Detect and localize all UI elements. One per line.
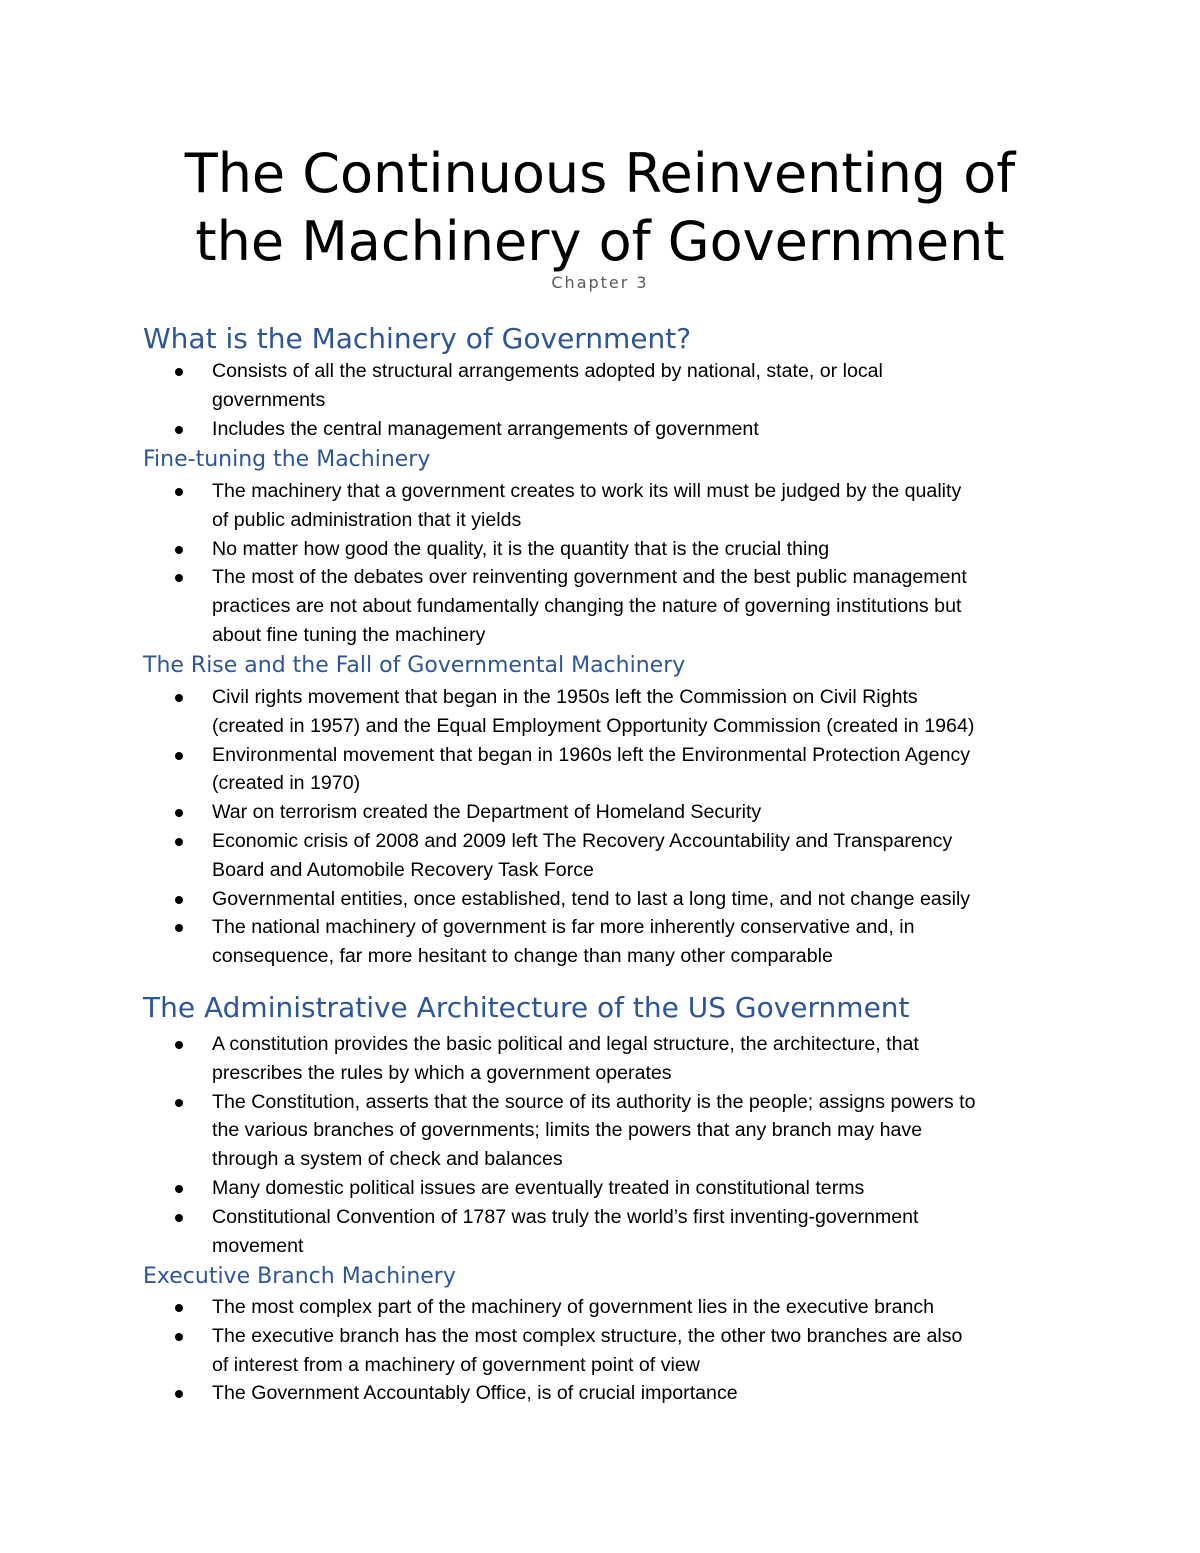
list-item-line: consequence, far more hesitant to change than many other comparable xyxy=(212,945,833,968)
bullet-icon xyxy=(175,924,183,932)
list-item xyxy=(143,535,1073,564)
section-heading-machinery-of-government: What is the Machinery of Government? xyxy=(143,322,692,355)
list-item-line: No matter how good the quality, it is the quantity that is the crucial thing xyxy=(212,537,830,560)
list-item-line: of public administration that it yields xyxy=(212,508,522,531)
list-item-line: Board and Automobile Recovery Task Force xyxy=(212,858,594,881)
section-heading-fine-tuning: Fine-tuning the Machinery xyxy=(143,447,431,472)
bullet-list xyxy=(143,683,1073,971)
list-item-line: The executive branch has the most complex structure, the other two branches are also xyxy=(212,1324,963,1347)
bullet-icon xyxy=(175,368,183,376)
list-item-line: A constitution provides the basic political and legal structure, the architecture, that xyxy=(212,1033,919,1055)
section-heading-administrative-architecture: The Administrative Architecture of the US Government xyxy=(143,991,910,1024)
list-item-line: of interest from a machinery of government point of view xyxy=(212,1353,700,1376)
list-item-line: movement xyxy=(212,1234,304,1257)
list-item-line: Civil rights movement that began in the 1950s left the Commission on Civil Rights xyxy=(212,686,918,708)
list-item-line: The machinery that a government creates to work its will must be judged by the quality xyxy=(212,480,962,502)
bullet-icon xyxy=(175,426,183,434)
list-item xyxy=(143,1088,1073,1174)
list-item xyxy=(143,1379,1073,1408)
list-item xyxy=(143,1203,1073,1261)
list-item-line: about fine tuning the machinery xyxy=(212,623,486,646)
list-item xyxy=(143,913,1073,971)
list-item xyxy=(143,1174,1073,1203)
list-item xyxy=(143,683,1073,741)
list-item-line: Economic crisis of 2008 and 2009 left The Recovery Accountability and Transparency xyxy=(212,829,953,852)
section-heading-executive-branch: Executive Branch Machinery xyxy=(143,1264,456,1289)
list-item-line: The Government Accountably Office, is of crucial importance xyxy=(212,1382,738,1405)
bullet-icon xyxy=(175,809,183,817)
list-item-line: Includes the central management arrangements of government xyxy=(212,417,759,440)
list-item xyxy=(143,1322,1073,1380)
bullet-icon xyxy=(175,488,183,496)
list-item xyxy=(143,477,1073,535)
list-item-line: Consists of all the structural arrangements adopted by national, state, or local xyxy=(212,360,883,382)
bullet-icon xyxy=(175,838,183,846)
list-item xyxy=(143,798,1073,827)
title-line: the Machinery of Government xyxy=(195,210,1005,273)
list-item-line: The national machinery of government is far more inherently conservative and, in xyxy=(212,916,915,939)
list-item xyxy=(143,885,1073,914)
bullet-icon xyxy=(175,1041,183,1049)
document-title xyxy=(0,140,1200,276)
title-line: The Continuous Reinventing of xyxy=(184,142,1016,205)
list-item-line: (created in 1957) and the Equal Employment Opportunity Commission (created in 1964) xyxy=(212,714,975,737)
list-item-line: Environmental movement that began in 1960s left the Environmental Protection Agency xyxy=(212,743,971,766)
document-subtitle: Chapter 3 xyxy=(551,273,649,292)
list-item-line: governments xyxy=(212,388,326,411)
list-item xyxy=(143,741,1073,799)
bullet-icon xyxy=(175,694,183,702)
bullet-list xyxy=(143,1293,1073,1408)
list-item-line: prescribes the rules by which a government operates xyxy=(212,1061,672,1084)
list-item-line: War on terrorism created the Department of Homeland Security xyxy=(212,801,762,824)
bullet-icon xyxy=(175,1185,183,1193)
bullet-icon xyxy=(175,574,183,582)
list-item xyxy=(143,563,1073,649)
list-item-line: The most of the debates over reinventing government and the best public management xyxy=(212,566,967,589)
bullet-list xyxy=(143,1030,1073,1260)
section-heading-rise-and-fall: The Rise and the Fall of Governmental Machinery xyxy=(143,653,686,678)
list-item-line: practices are not about fundamentally changing the nature of governing institutions but xyxy=(212,595,962,618)
list-item-line: through a system of check and balances xyxy=(212,1148,563,1171)
list-item xyxy=(143,1293,1073,1322)
bullet-list xyxy=(143,357,1073,443)
bullet-icon xyxy=(175,752,183,760)
list-item-line: (created in 1970) xyxy=(212,772,361,795)
bullet-icon xyxy=(175,896,183,904)
list-item xyxy=(143,1030,1073,1088)
list-item-line: Many domestic political issues are eventually treated in constitutional terms xyxy=(212,1176,865,1199)
bullet-icon xyxy=(175,1333,183,1341)
list-item-line: Constitutional Convention of 1787 was truly the world’s first inventing-government xyxy=(212,1205,919,1228)
bullet-icon xyxy=(175,1099,183,1107)
bullet-icon xyxy=(175,1214,183,1222)
list-item xyxy=(143,827,1073,885)
bullet-icon xyxy=(175,546,183,554)
bullet-list xyxy=(143,477,1073,650)
list-item-line: The most complex part of the machinery of government lies in the executive branch xyxy=(212,1296,935,1318)
list-item xyxy=(143,357,1073,415)
list-item-line: Governmental entities, once established, tend to last a long time, and not change easily xyxy=(212,887,971,910)
bullet-icon xyxy=(175,1390,183,1398)
list-item xyxy=(143,415,1073,444)
list-item-line: the various branches of governments; limits the powers that any branch may have xyxy=(212,1119,923,1142)
bullet-icon xyxy=(175,1304,183,1312)
list-item-line: The Constitution, asserts that the source of its authority is the people; assigns powers to xyxy=(212,1090,976,1113)
